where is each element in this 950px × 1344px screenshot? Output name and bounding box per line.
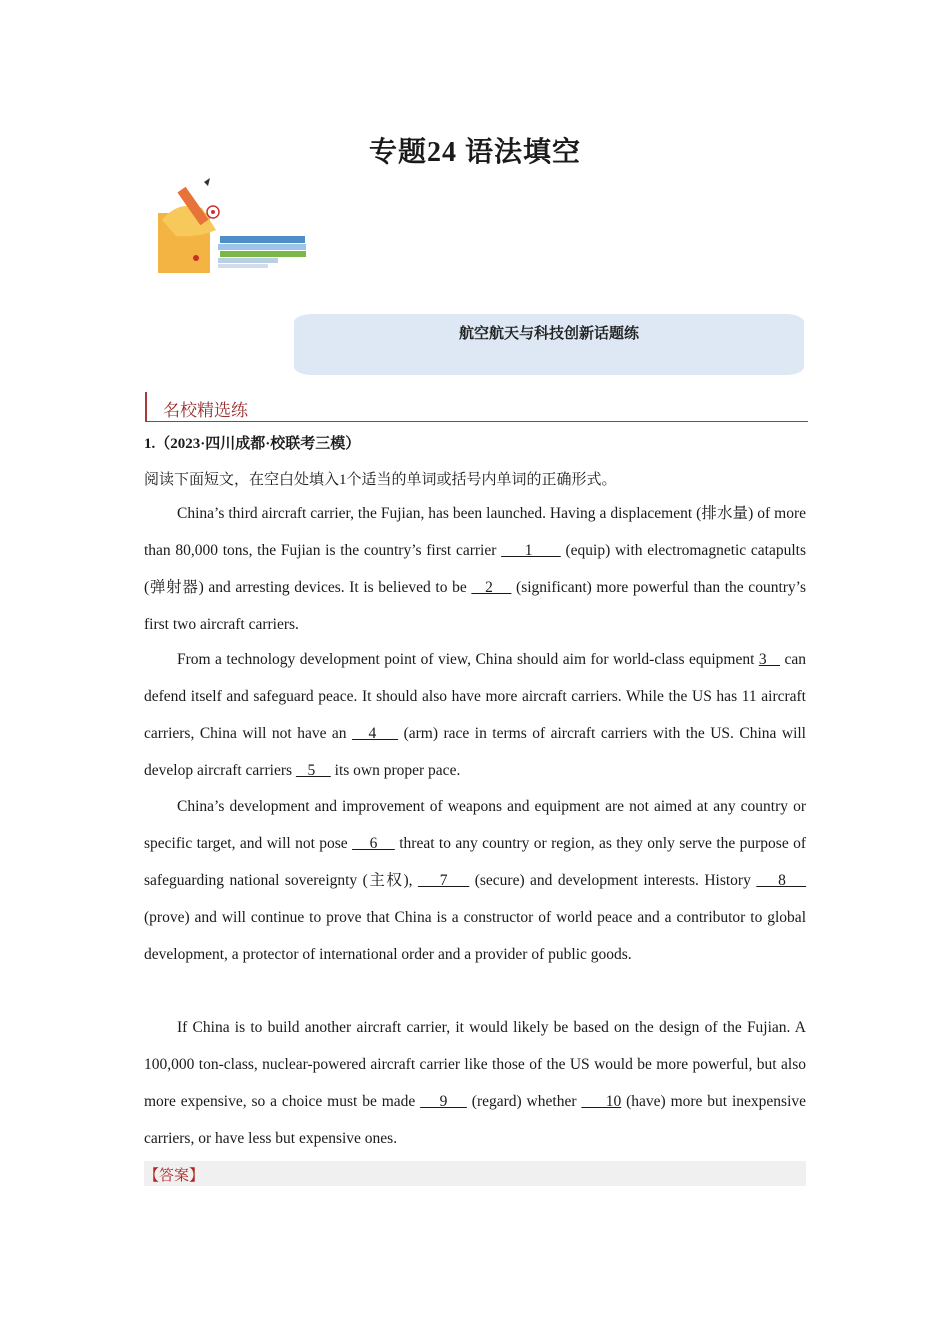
blank-3[interactable]: 3 xyxy=(758,651,781,668)
blank-9[interactable]: 9 xyxy=(420,1093,467,1110)
page-title: 专题24 语法填空 xyxy=(368,137,581,168)
p2-text-3: (arm) race in terms of aircraft carriers with the US. China will develop aircraft carriers xyxy=(144,725,806,779)
p3-text-3: (secure) and development interests. History xyxy=(469,872,757,889)
p3-text-4: (prove) and will continue to prove that China is a constructor of world peace and a contributor to global development, a protector of international order and a provider of public goods. xyxy=(144,909,806,963)
p2-text-2: can defend itself and safeguard peace. It should also have more aircraft carriers. While the US has 11 aircraft carriers, China will not have an xyxy=(144,651,807,742)
paragraph-3 xyxy=(144,788,806,973)
p2-text-4: its own proper pace. xyxy=(330,762,461,779)
p1-text-3: (significant) more powerful than the country’s first two aircraft carriers. xyxy=(144,579,806,633)
answer-label: 【答案】 xyxy=(144,1168,205,1184)
p4-text-2: (regard) whether xyxy=(466,1093,582,1110)
paragraph-4 xyxy=(144,1009,806,1157)
section-heading xyxy=(145,392,808,422)
blank-10[interactable]: 10 xyxy=(581,1093,622,1110)
topic-banner xyxy=(294,314,804,375)
p1-text-2: (equip) with electromagnetic catapults (弹射器) and arresting devices. It is believed to be xyxy=(144,542,806,596)
banner-text: 航空航天与科技创新话题练 xyxy=(458,324,639,342)
blank-8[interactable]: 8 xyxy=(756,872,807,889)
blank-1[interactable]: 1 xyxy=(501,542,561,559)
blank-7[interactable]: 7 xyxy=(417,872,470,889)
p4-text-1: If China is to build another aircraft carrier, it would likely be based on the design of the Fujian. A 100,000 ton-class, nuclear-powered aircraft carrier like those of the US would be more powerful, but also more expensive, so a choice must be made xyxy=(144,1019,806,1110)
p3-text-1: China’s development and improvement of weapons and equipment are not aimed at any country or specific target, and will not pose xyxy=(144,798,806,852)
answer-section xyxy=(144,1161,806,1186)
blank-2[interactable]: 2 xyxy=(471,579,512,596)
p3-text-2: threat to any country or region, as they only serve the purpose of safeguarding national sovereignty (主权), xyxy=(144,835,806,889)
blank-4[interactable]: 4 xyxy=(352,725,399,742)
paragraph-2 xyxy=(144,641,806,789)
books-pencil-illustration xyxy=(158,178,308,273)
p2-text-1: From a technology development point of view, China should aim for world-class equipment xyxy=(177,651,759,668)
question-source: 1.（2023·四川成都·校联考三模） xyxy=(144,436,361,452)
blank-6[interactable]: 6 xyxy=(352,835,395,852)
blank-5[interactable]: 5 xyxy=(295,762,331,779)
question-instruction: 阅读下面短文，在空白处填入1个适当的单词或括号内单词的正确形式。 xyxy=(144,472,617,488)
p4-text-3: (have) more but inexpensive carriers, or have less but expensive ones. xyxy=(144,1093,807,1147)
p1-text-1: China’s third aircraft carrier, the Fujian, has been launched. Having a displacement (排水量) of more than 80,000 tons, the Fujian is the country’s first carrier xyxy=(144,505,806,559)
section-title: 名校精选练 xyxy=(163,401,248,420)
paragraph-1 xyxy=(144,495,806,643)
